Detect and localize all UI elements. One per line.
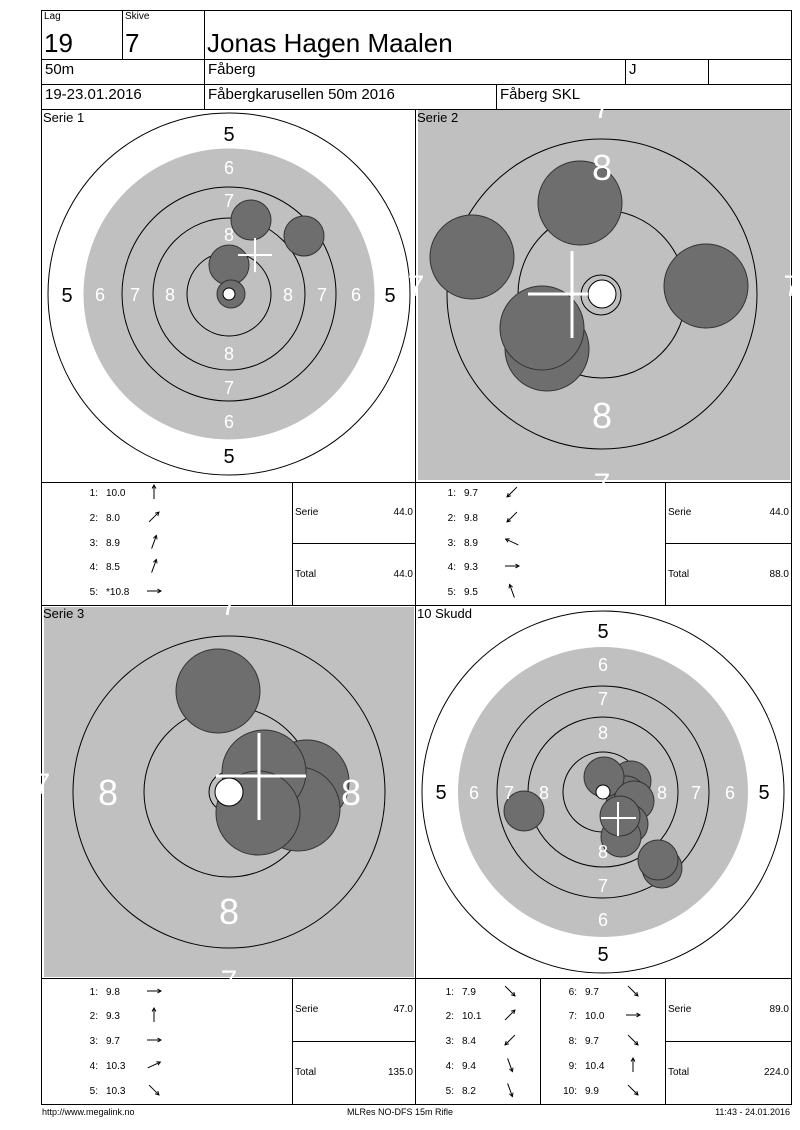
shot-number: 3: [89, 1036, 98, 1047]
shot-hole [664, 244, 748, 328]
ring-label-8: 8 [597, 723, 609, 743]
direction-arrow-icon [146, 1007, 162, 1023]
direction-arrow-icon [625, 1057, 641, 1073]
ring-label-7: 7 [33, 768, 51, 801]
shot-value: 8.2 [462, 1086, 476, 1097]
direction-arrow-icon [146, 1082, 162, 1098]
shot-number: 9: [568, 1061, 577, 1072]
ring-label-7: 7 [597, 689, 609, 709]
direction-arrow-icon [146, 509, 162, 525]
footer-software: MLRes NO-DFS 15m Rifle [347, 1107, 454, 1117]
ring-label-8: 8 [538, 783, 550, 803]
empty-cell [708, 59, 792, 85]
direction-arrow-icon [625, 1082, 641, 1098]
shot-value: 9.4 [462, 1061, 476, 1072]
ring-label-7: 7 [316, 285, 328, 305]
ring-10 [215, 778, 243, 806]
shot-number: 3: [447, 538, 456, 549]
shot-number: 7: [568, 1011, 577, 1022]
serie-value: 47.0 [393, 1004, 413, 1015]
ring-label-8: 8 [164, 285, 176, 305]
skive-cell [122, 10, 205, 60]
class: J [629, 61, 637, 78]
shot-hole [638, 840, 678, 880]
serie-sum-1 [292, 482, 416, 544]
shot-number: 10: [563, 1086, 577, 1097]
ring-label-8: 8 [591, 147, 613, 188]
total-label: Total [668, 569, 690, 580]
shot-value: 9.9 [585, 1086, 599, 1097]
serie-sum-4 [665, 978, 792, 1042]
direction-arrow-icon [502, 1032, 518, 1048]
ring-label-5: 5 [597, 944, 609, 966]
serie-value: 44.0 [769, 507, 789, 518]
total-label: Total [295, 569, 317, 580]
panel-title-1: Serie 1 [43, 110, 85, 125]
shot-number: 8: [568, 1036, 577, 1047]
serie-value: 89.0 [769, 1004, 789, 1015]
shot-number: 4: [89, 562, 98, 573]
shot-value: 8.4 [462, 1036, 476, 1047]
serie-label: Serie [668, 507, 692, 518]
shot-number: 5: [89, 587, 98, 598]
total-label: Total [668, 1067, 690, 1078]
shot-value: 8.9 [464, 538, 478, 549]
shot-value: 9.3 [106, 1011, 120, 1022]
ring-label-7: 7 [223, 191, 235, 211]
shot-number: 5: [445, 1086, 454, 1097]
direction-arrow-icon [146, 1057, 162, 1073]
shot-value: 9.3 [464, 562, 478, 573]
serie-label: Serie [295, 1004, 319, 1015]
shot-number: 2: [89, 513, 98, 524]
direction-arrow-icon [146, 558, 162, 574]
skive-label: Skive [125, 11, 150, 22]
direction-arrow-icon [502, 1007, 518, 1023]
total-value: 135.0 [387, 1067, 413, 1078]
skive-value: 7 [125, 28, 140, 58]
shot-value: 9.7 [464, 488, 478, 499]
direction-arrow-icon [502, 983, 518, 999]
lag-value: 19 [44, 28, 73, 58]
serie-value: 44.0 [393, 507, 413, 518]
direction-arrow-icon [502, 1082, 518, 1098]
ring-label-8: 8 [97, 772, 119, 813]
shot-number: 4: [89, 1061, 98, 1072]
shot-number: 4: [447, 562, 456, 573]
direction-arrow-icon [625, 1007, 641, 1023]
ring-label-7: 7 [220, 589, 238, 622]
total-sum-1 [292, 543, 416, 606]
direction-arrow-icon [625, 983, 641, 999]
shot-value: 10.1 [462, 1011, 482, 1022]
shot-number: 1: [445, 987, 454, 998]
ring-label-6: 6 [597, 655, 609, 675]
shooter-name: Jonas Hagen Maalen [207, 28, 453, 58]
direction-arrow-icon [146, 484, 162, 500]
total-value: 44.0 [393, 569, 413, 580]
shot-value: 10.0 [585, 1011, 605, 1022]
ring-label-7: 7 [593, 468, 611, 501]
shot-number: 2: [89, 1011, 98, 1022]
ring-label-7: 7 [597, 876, 609, 896]
shot-number: 1: [89, 987, 98, 998]
shot-value: 9.7 [585, 1036, 599, 1047]
target-10-skudd [416, 606, 791, 978]
shot-number: 1: [447, 488, 456, 499]
shot-hole [430, 215, 514, 299]
shot-list-4a [415, 978, 541, 1105]
event: Fåbergkarusellen 50m 2016 [208, 86, 395, 103]
ring-label-8: 8 [597, 842, 609, 862]
lag-cell [41, 10, 123, 60]
ring-10 [588, 280, 616, 308]
direction-arrow-icon [504, 484, 520, 500]
shot-value: *10.8 [106, 587, 130, 598]
shot-number: 6: [568, 987, 577, 998]
serie-sum-3 [292, 978, 416, 1042]
ring-label-8: 8 [218, 891, 240, 932]
direction-arrow-icon [146, 583, 162, 599]
date: 19-23.01.2016 [45, 86, 142, 103]
direction-arrow-icon [146, 983, 162, 999]
shot-number: 5: [447, 587, 456, 598]
ring-label-5: 5 [61, 285, 73, 307]
shot-value: 10.3 [106, 1061, 126, 1072]
ring-10 [223, 288, 235, 300]
serie-label: Serie [668, 1004, 692, 1015]
shot-value: 9.5 [464, 587, 478, 598]
direction-arrow-icon [504, 583, 520, 599]
ring-label-7: 7 [593, 92, 611, 125]
shot-number: 3: [89, 538, 98, 549]
shot-hole [176, 649, 260, 733]
ring-label-8: 8 [223, 225, 235, 245]
direction-arrow-icon [146, 1032, 162, 1048]
shot-hole [209, 245, 249, 285]
ring-label-6: 6 [223, 412, 235, 432]
ring-label-7: 7 [407, 270, 425, 303]
ring-label-8: 8 [656, 783, 668, 803]
shot-value: 7.9 [462, 987, 476, 998]
ring-label-7: 7 [129, 285, 141, 305]
shot-value: 8.0 [106, 513, 120, 524]
ring-label-8: 8 [340, 772, 362, 813]
total-sum-3 [292, 1041, 416, 1105]
ring-label-6: 6 [468, 783, 480, 803]
ring-10 [596, 785, 610, 799]
distance-cell [41, 59, 205, 85]
ring-label-7: 7 [223, 378, 235, 398]
ring-label-5: 5 [223, 124, 235, 146]
panel-title-3: Serie 3 [43, 606, 85, 621]
shot-hole [231, 200, 271, 240]
shot-value: 9.7 [106, 1036, 120, 1047]
shot-list-4b [540, 978, 666, 1105]
footer-url[interactable]: http://www.megalink.no [42, 1107, 135, 1117]
date-cell [41, 84, 205, 110]
shot-hole [600, 796, 640, 836]
shot-value: 9.7 [585, 987, 599, 998]
total-sum-4 [665, 1041, 792, 1105]
shot-value: 8.9 [106, 538, 120, 549]
shot-number: 5: [89, 1086, 98, 1097]
direction-arrow-icon [625, 1032, 641, 1048]
club-cell [204, 59, 626, 85]
total-sum-2 [665, 543, 792, 606]
lag-label: Lag [44, 11, 61, 22]
ring-label-8: 8 [282, 285, 294, 305]
ring-label-7: 7 [503, 783, 515, 803]
ring-label-6: 6 [94, 285, 106, 305]
shot-value: 8.5 [106, 562, 120, 573]
direction-arrow-icon [146, 534, 162, 550]
ring-label-8: 8 [223, 344, 235, 364]
target-serie-1 [42, 110, 415, 482]
ring-label-7: 7 [783, 270, 800, 303]
shot-value: 9.8 [106, 987, 120, 998]
ring-label-6: 6 [350, 285, 362, 305]
panel-title-2: Serie 2 [417, 110, 459, 125]
ring-label-5: 5 [758, 782, 770, 804]
shot-list-1 [41, 482, 293, 606]
shot-number: 3: [445, 1036, 454, 1047]
ring-label-7: 7 [220, 965, 238, 998]
club: Fåberg [208, 61, 256, 78]
organizer-cell [496, 84, 792, 110]
serie-sum-2 [665, 482, 792, 544]
shot-list-2 [415, 482, 666, 606]
direction-arrow-icon [504, 509, 520, 525]
footer-timestamp: 11:43 - 24.01.2016 [715, 1107, 790, 1117]
serie-label: Serie [295, 507, 319, 518]
event-cell [204, 84, 497, 110]
name-cell [204, 10, 792, 60]
organizer: Fåberg SKL [500, 86, 581, 103]
ring-label-6: 6 [223, 158, 235, 178]
ring-label-7: 7 [690, 783, 702, 803]
shot-number: 1: [89, 488, 98, 499]
ring-label-5: 5 [384, 285, 396, 307]
ring-label-5: 5 [223, 446, 235, 468]
shot-value: 10.4 [585, 1061, 605, 1072]
shot-value: 10.3 [106, 1086, 126, 1097]
total-value: 224.0 [763, 1067, 789, 1078]
shot-value: 10.0 [106, 488, 126, 499]
ring-label-6: 6 [724, 783, 736, 803]
shot-list-3 [41, 978, 293, 1105]
shot-number: 2: [447, 513, 456, 524]
shot-value: 9.8 [464, 513, 478, 524]
direction-arrow-icon [502, 1057, 518, 1073]
ring-label-5: 5 [597, 621, 609, 643]
direction-arrow-icon [504, 534, 520, 550]
class-cell [625, 59, 709, 85]
distance: 50m [45, 61, 75, 78]
total-value: 88.0 [769, 569, 789, 580]
total-label: Total [295, 1067, 317, 1078]
shot-hole [284, 216, 324, 256]
direction-arrow-icon [504, 558, 520, 574]
panel-title-4: 10 Skudd [417, 606, 472, 621]
ring-label-5: 5 [435, 782, 447, 804]
ring-label-8: 8 [591, 395, 613, 436]
shot-number: 2: [445, 1011, 454, 1022]
ring-label-6: 6 [597, 910, 609, 930]
shot-number: 4: [445, 1061, 454, 1072]
